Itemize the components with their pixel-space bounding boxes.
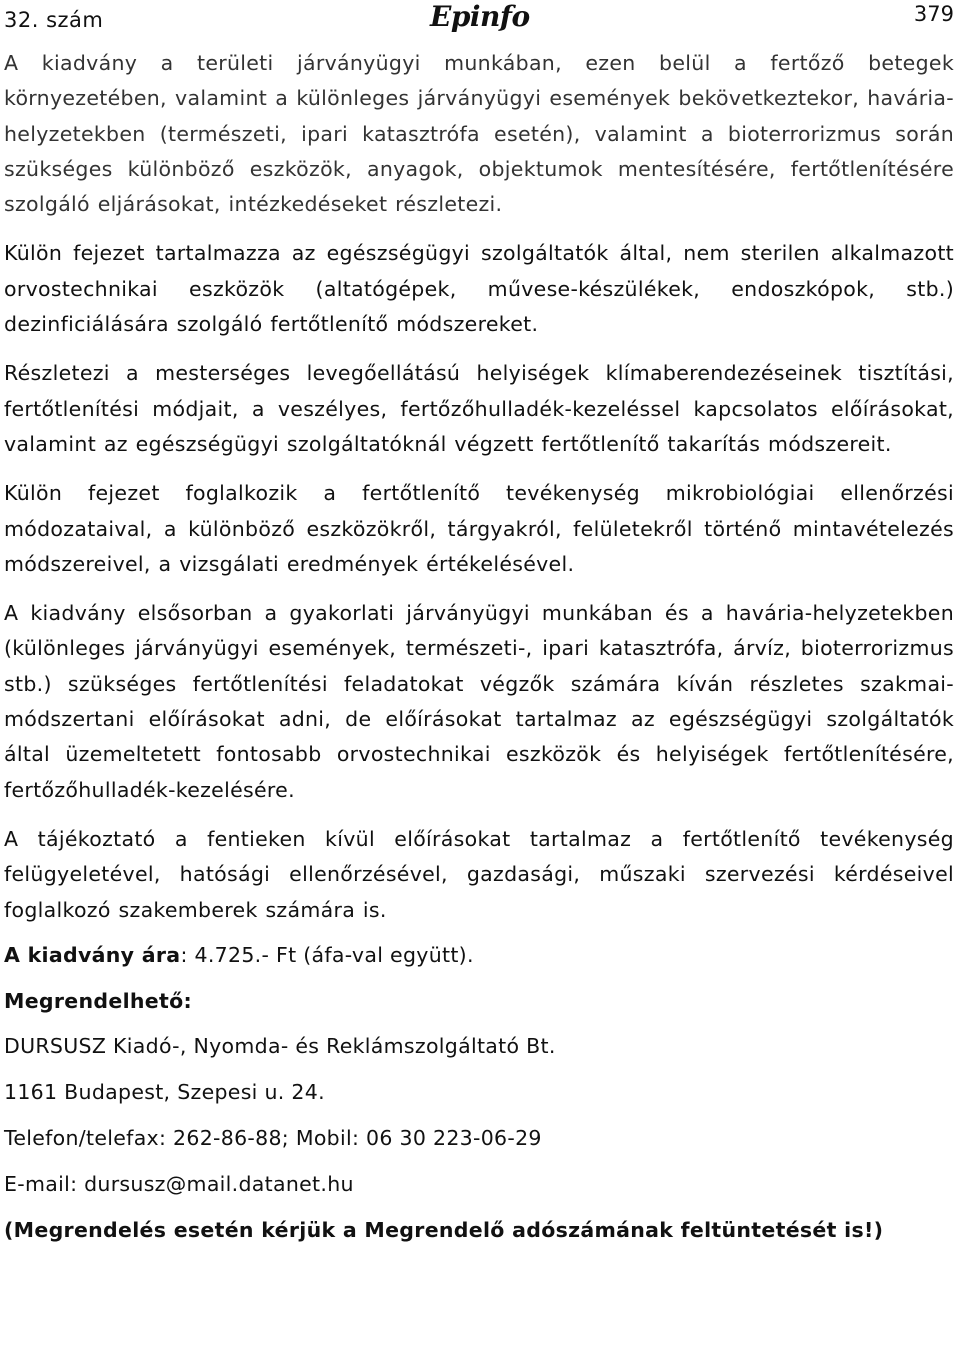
page-header	[0, 0, 960, 40]
page-body	[4, 46, 954, 1262]
paragraph-sterilization: Külön fejezet tartalmazza az egészségügyi szolgáltatók által, nem sterilen alkalmazott orvostechnikai eszközök (altatógépek, művese-készülékek, endoszkópok, stb.) dezinficiálására szolgáló fertőtlenítő módszereket.	[4, 241, 954, 337]
price-line	[4, 942, 954, 968]
paragraph-air-conditioning: Részletezi a mesterséges levegőellátású helyiségek klímaberendezéseinek tisztítási, fertőtlenítési módjait, a veszélyes, fertőzőhulladék-kezeléssel kapcsolatos előírásokat, valamint az egészségügyi szolgáltatóknál végzett fertőtlenítő takarítás módszereit.	[4, 361, 954, 456]
publisher-email: E-mail: dursusz@mail.datanet.hu	[4, 1171, 354, 1196]
publisher-name: DURSUSZ Kiadó-, Nyomda- és Reklámszolgáltató Bt.	[4, 1034, 556, 1059]
epinfo-logo: Epinfo	[430, 0, 530, 33]
issue-number: 32. szám	[4, 8, 104, 32]
order-heading: Megrendelhető:	[4, 988, 192, 1013]
order-note: (Megrendelés esetén kérjük a Megrendelő adószámának feltüntetését is!)	[4, 1217, 884, 1242]
page-number: 379	[913, 2, 954, 26]
publisher-address: 1161 Budapest, Szepesi u. 24.	[4, 1080, 325, 1105]
paragraph-audience: A kiadvány elsősorban a gyakorlati járványügyi munkában és a havária-helyzetekben (különleges járványügyi események, természeti-, ipari katasztrófa, árvíz, bioterrorizmus stb.) szükséges fertőtlenítési feladatokat végzők számára kíván részletes szakmai-módszertani előírásokat adni, de előírásokat tartalmaz az egészségügyi szolgáltatók által üzemeltetett fontosabb orvostechnikai eszközök és helyiségek fertőtlenítésére, fertőzőhulladék-kezelésére.	[4, 601, 954, 802]
paragraph-microbiology: Külön fejezet foglalkozik a fertőtlenítő tevékenység mikrobiológiai ellenőrzési módozataival, a különböző eszközökről, tárgyakról, felületekről történő mintavételezés módszereivel, a vizsgálati eredmények értékelésével.	[4, 481, 954, 576]
paragraph-supervision: A tájékoztató a fentieken kívül előírásokat tartalmaz a fertőtlenítő tevékenység felügyeletével, hatósági ellenőrzésével, gazdasági, műszaki szervezési kérdéseivel foglalkozó szakemberek számára is.	[4, 826, 954, 922]
price-value: : 4.725.- Ft (áfa-val együtt).	[180, 942, 474, 967]
paragraph-intro: A kiadvány a területi járványügyi munkában, ezen belül a fertőző betegek környezetében, valamint a különleges járványügyi események bekövetkeztekor, havária-helyzetekben (természeti, ipari katasztrófa esetén), valamint a bioterrorizmus során szükséges különböző eszközök, anyagok, objektumok mentesítésére, fertőtlenítésére szolgáló eljárásokat, intézkedéseket részletezi.	[4, 51, 954, 217]
publisher-phone: Telefon/telefax: 262-86-88; Mobil: 06 30 223-06-29	[4, 1126, 542, 1151]
price-label: A kiadvány ára	[4, 942, 181, 967]
